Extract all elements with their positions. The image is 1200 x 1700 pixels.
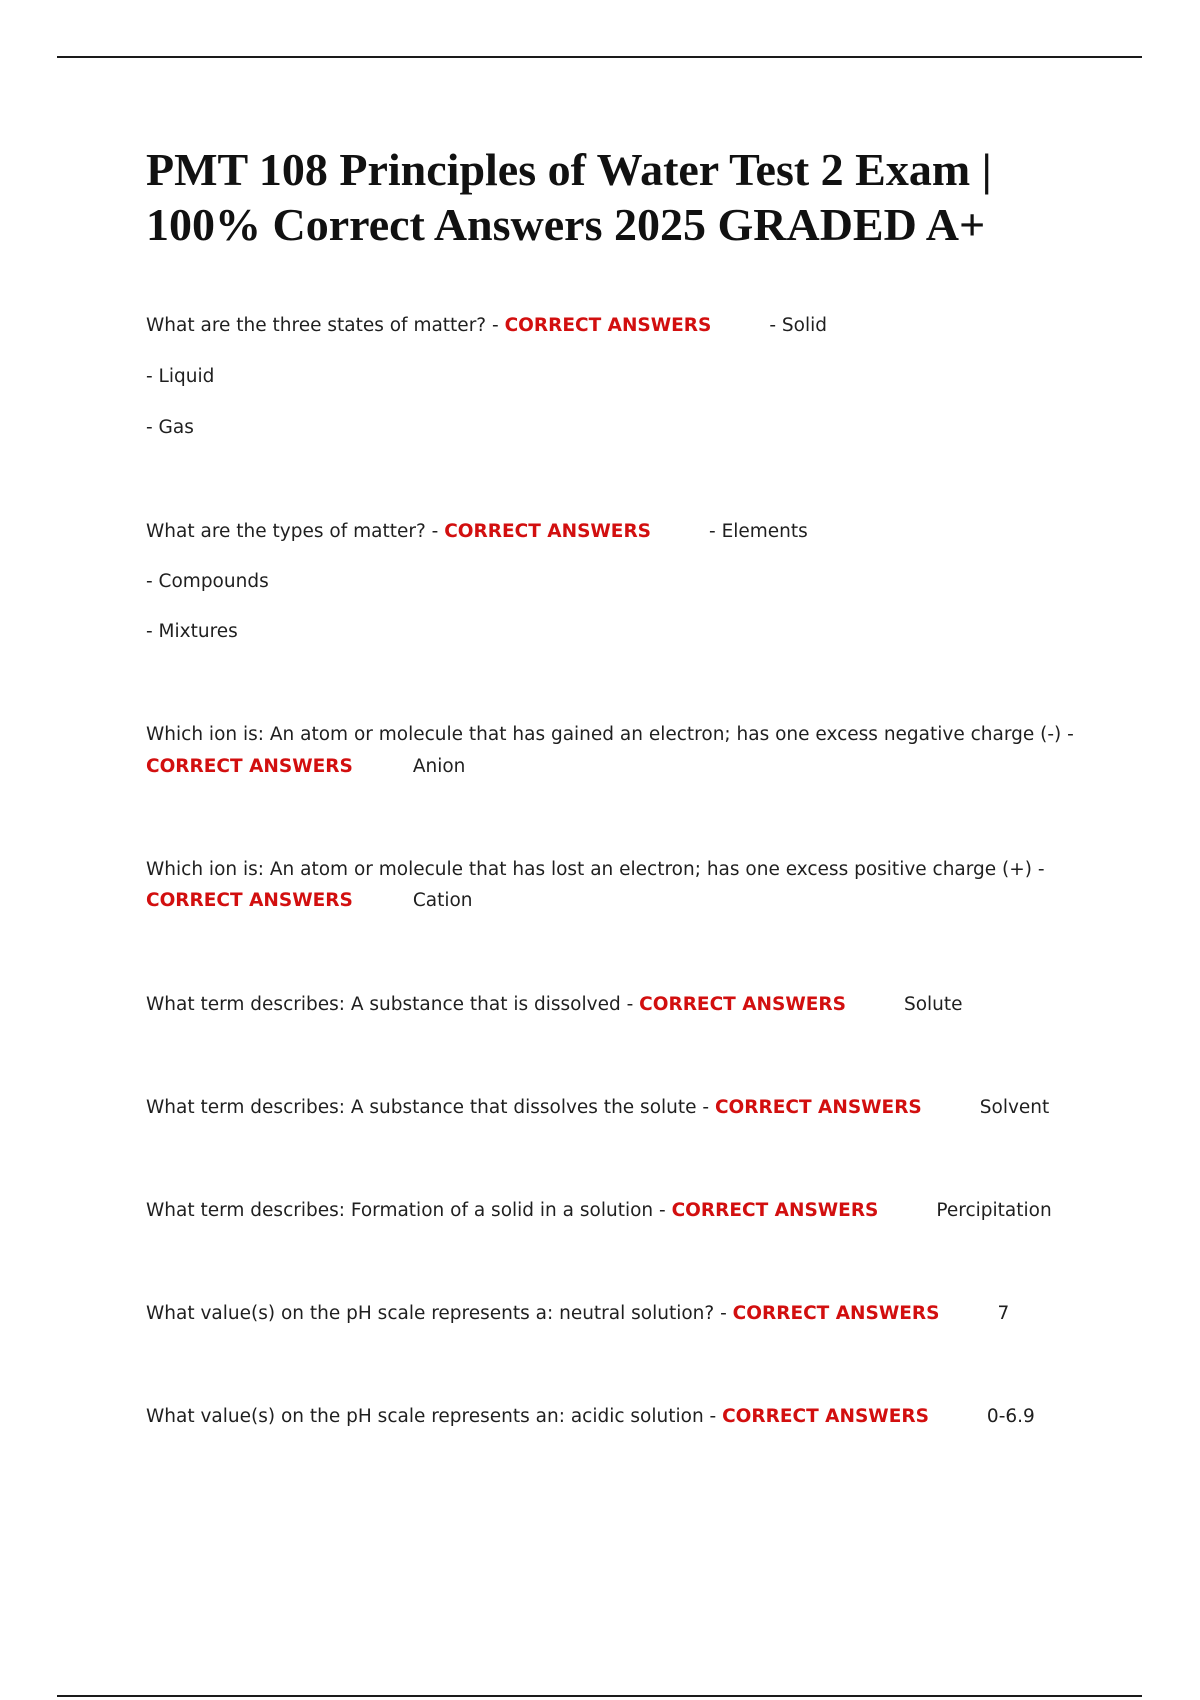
- correct-answers-label: CORRECT ANSWERS: [639, 994, 846, 1015]
- qa-question-solute: [146, 993, 963, 1017]
- qa-question-cation: Which ion is: An atom or molecule that has lost an electron; has one excess positive charge (+) -: [146, 859, 1045, 880]
- answer-text: Cation: [412, 890, 473, 911]
- qa-question-anion: Which ion is: An atom or molecule that has gained an electron; has one excess negative charge (-) -: [146, 724, 1074, 745]
- answer-text: Anion: [412, 756, 466, 777]
- correct-answers-label: CORRECT ANSWERS: [722, 1406, 929, 1427]
- question-text: What value(s) on the pH scale represents a: neutral solution? -: [146, 1303, 733, 1324]
- answer-text: - Elements: [709, 521, 808, 542]
- qa-question-types-of-matter: [146, 520, 808, 544]
- footer-rule: [57, 1695, 1142, 1697]
- correct-answers-label: CORRECT ANSWERS: [444, 521, 652, 542]
- correct-answers-label: CORRECT ANSWERS: [671, 1200, 879, 1221]
- correct-answers-label: CORRECT ANSWERS: [714, 1097, 922, 1118]
- answer-text: 0-6.9: [986, 1406, 1035, 1427]
- question-text: What are the types of matter? -: [146, 521, 445, 542]
- answer-line: - Gas: [146, 417, 194, 438]
- answer-text: Solute: [903, 994, 963, 1015]
- question-text: What value(s) on the pH scale represents an: acidic solution -: [146, 1406, 723, 1427]
- question-text: What term describes: A substance that is dissolved -: [146, 994, 640, 1015]
- correct-answers-label: CORRECT ANSWERS: [146, 756, 353, 777]
- answer-line: - Liquid: [146, 366, 215, 387]
- answer-text: Percipitation: [936, 1200, 1052, 1221]
- answer-text: Solvent: [979, 1097, 1050, 1118]
- answer-line: - Compounds: [146, 571, 269, 592]
- qa-question-states-of-matter: [146, 314, 827, 338]
- correct-answers-label: CORRECT ANSWERS: [504, 315, 712, 336]
- question-text: What term describes: A substance that dissolves the solute -: [146, 1097, 715, 1118]
- qa-question-solvent: [146, 1096, 1049, 1120]
- question-text: What are the three states of matter? -: [146, 315, 505, 336]
- qa-question-neutral-ph: [146, 1302, 1009, 1326]
- question-text: What term describes: Formation of a solid in a solution -: [146, 1200, 672, 1221]
- qa-question-acidic-ph: [146, 1405, 1035, 1429]
- header-rule: [57, 56, 1142, 58]
- correct-answers-label: CORRECT ANSWERS: [732, 1303, 940, 1324]
- document-title: PMT 108 Principles of Water Test 2 Exam | 100% Correct Answers 2025 GRADED A+: [146, 144, 992, 250]
- qa-answer-row-cation: [146, 889, 473, 913]
- correct-answers-label: CORRECT ANSWERS: [146, 890, 353, 911]
- answer-line: - Mixtures: [146, 621, 238, 642]
- qa-question-precipitation: [146, 1199, 1052, 1223]
- answer-text: - Solid: [769, 315, 828, 336]
- qa-answer-row-anion: [146, 755, 465, 779]
- answer-text: 7: [997, 1303, 1010, 1324]
